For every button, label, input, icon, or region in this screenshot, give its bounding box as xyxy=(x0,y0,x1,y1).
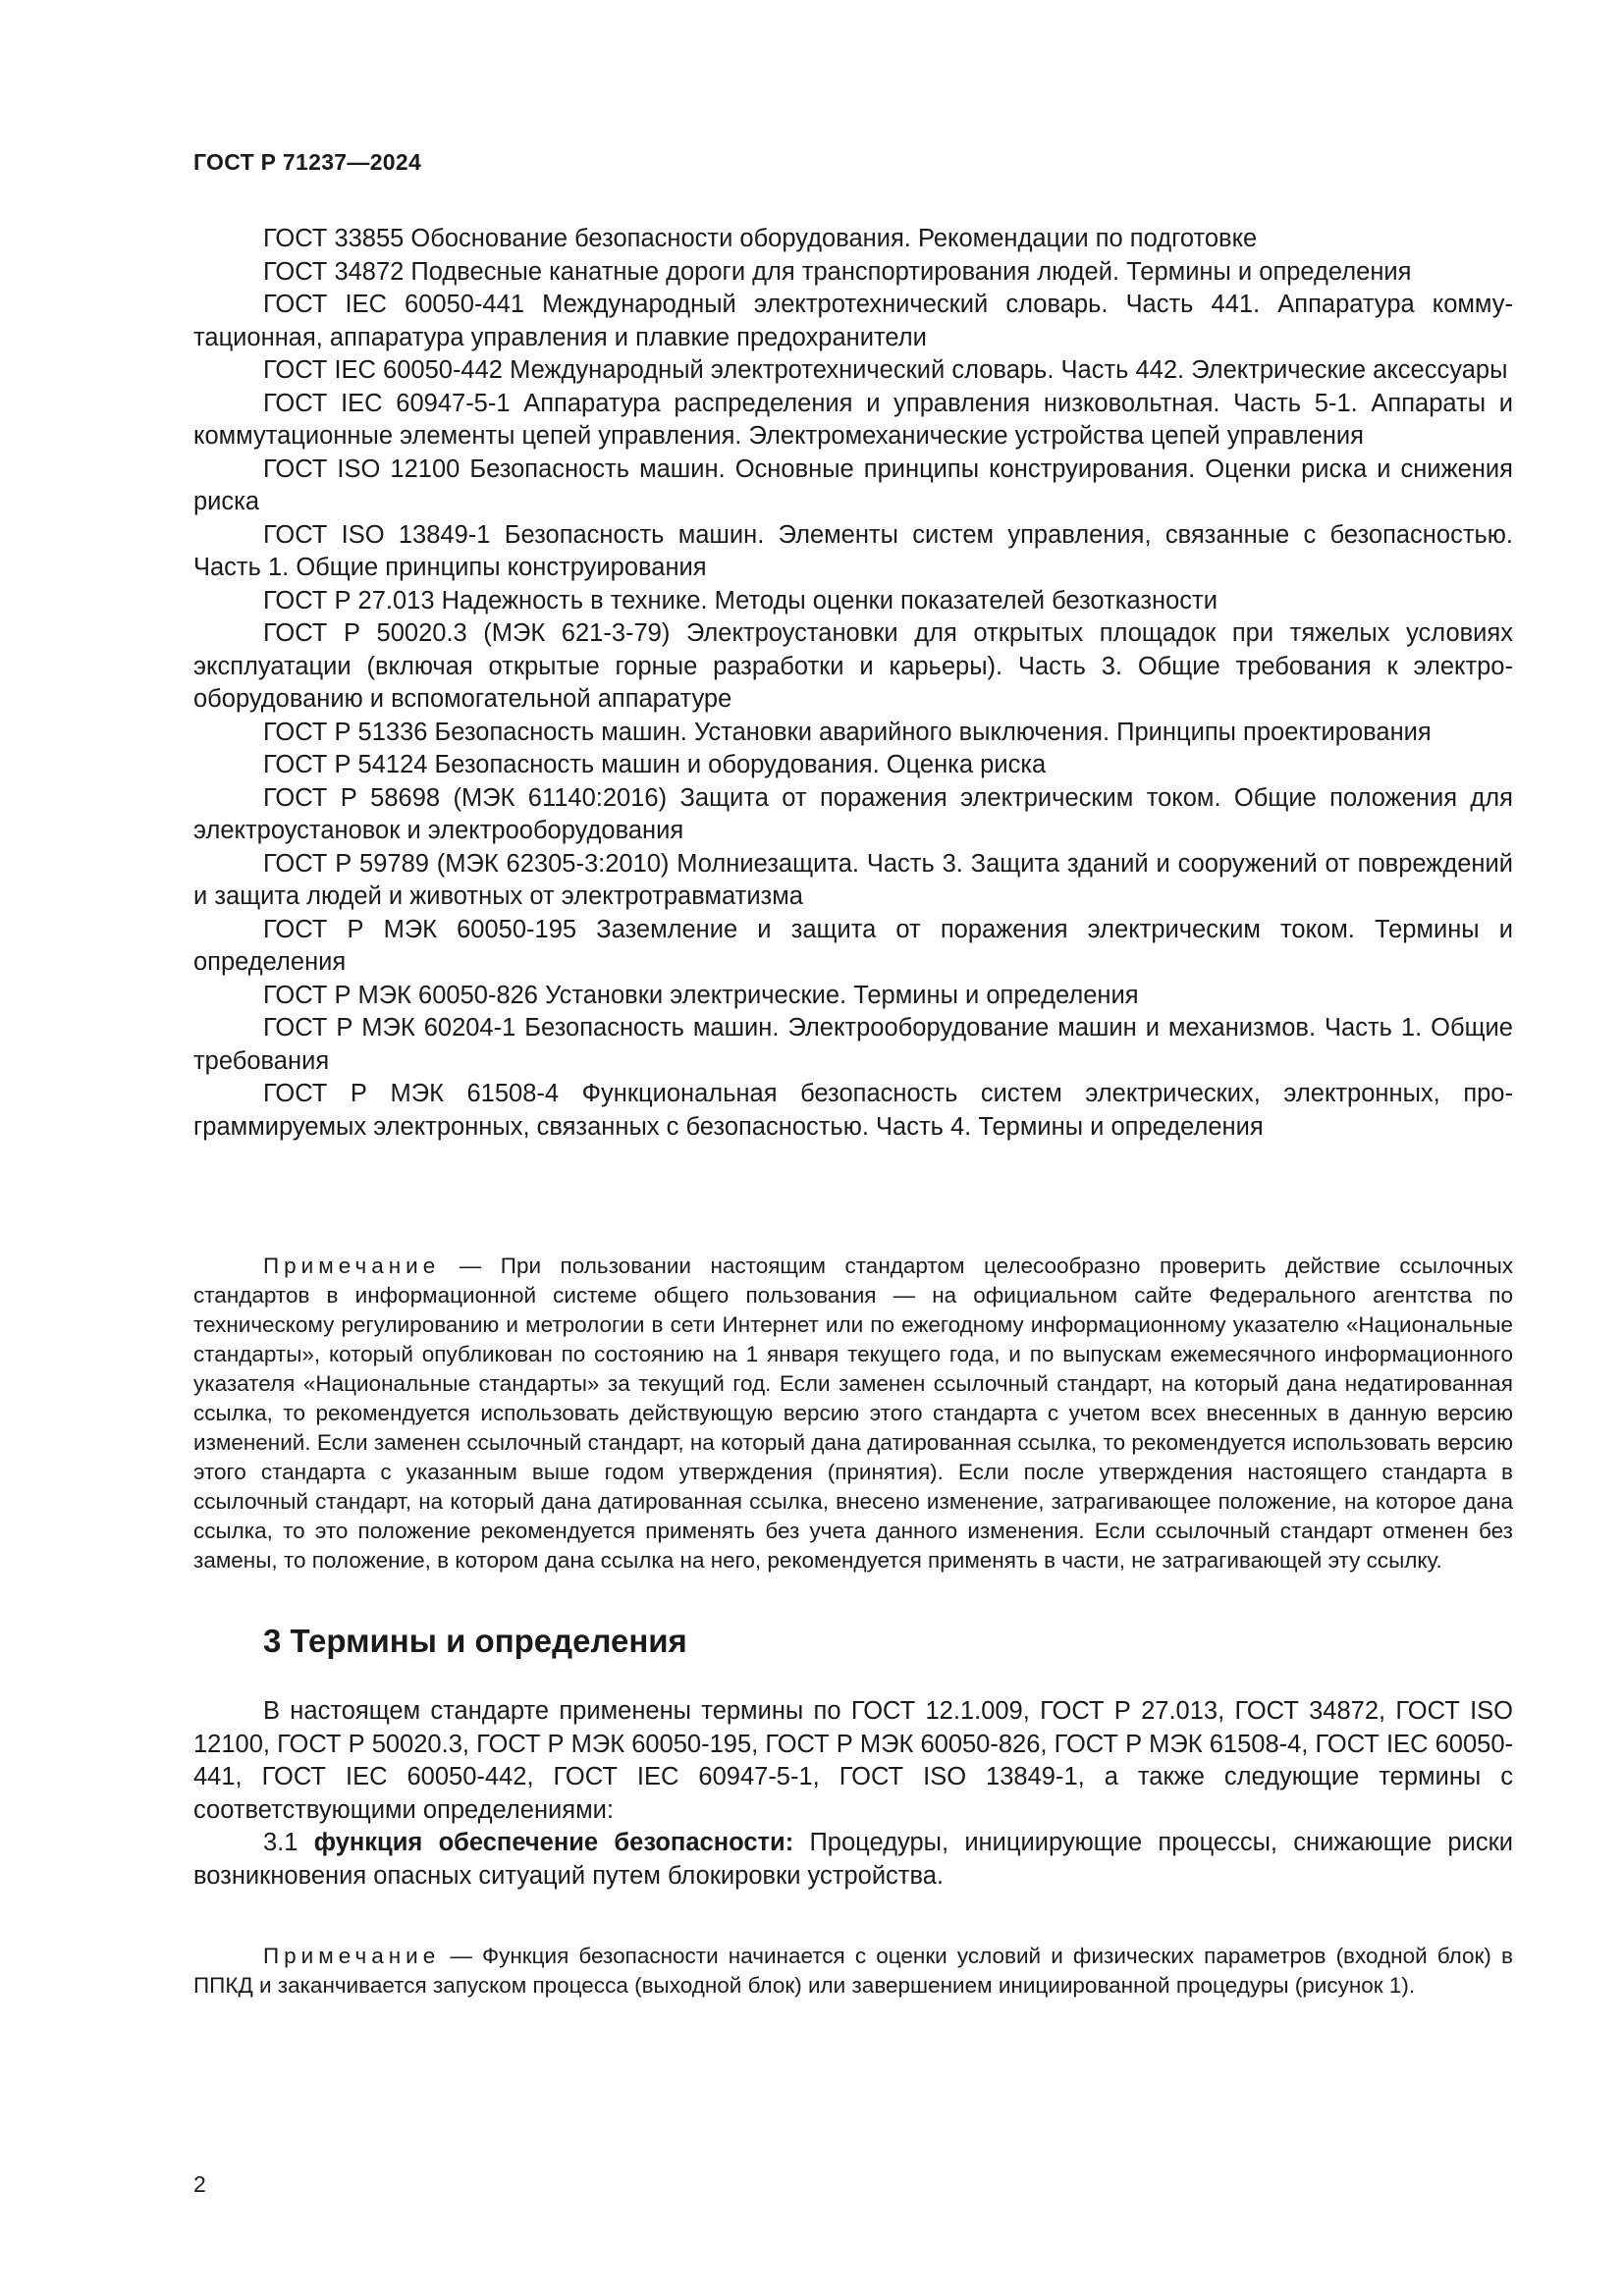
note-text: — При пользовании настоящим стандартом целесообразно проверить действие ссылочных стандартов в информационной системе общего пользования — на официальном сайте Федерального агентства по техническому регулированию и метрологии в сети Интернет или по ежегодному информационному указателю «Национальные стандарты», который опубликован по состоянию на 1 января текущего года, и по выпускам ежемесячного информационного указателя «Национальные стандарты» за текущий год. Если заменен ссылочный стандарт, на который дана недатированная ссылка, то рекомендуется использовать действующую версию этого стандарта с учетом всех внесенных в данную версию изменений. Если заменен ссылочный стандарт, на который дана датированная ссылка, то рекомендуется использовать версию этого стандарта с указанным выше годом утверждения (принятия). Если после утверждения настоящего стандарта в ссылочный стандарт, на который дана датированная ссылка, внесено изменение, затрагивающее положение, на которое дана ссылка, то это положение рекомендуется применять без учета данного изменения. Если ссылочный стандарт отменен без замены, то положение, в котором дана ссылка на него, рекомендуется применять в части, не затрагивающей эту ссылку. xyxy=(193,1253,1513,1573)
reference-item: ГОСТ Р МЭК 60050-195 Заземление и защита от поражения электрическим током. Термины и определения xyxy=(193,915,1513,976)
note-label: Примечание xyxy=(263,1253,441,1278)
term-note xyxy=(193,1942,1513,2001)
term-number: 3.1 xyxy=(263,1829,298,1856)
document-header: ГОСТ Р 71237—2024 xyxy=(193,149,422,175)
reference-item: ГОСТ Р МЭК 60050-826 Установки электрические. Термины и определения xyxy=(263,981,1139,1009)
reference-item: ГОСТ 34872 Подвесные канатные дороги для транспортирования людей. Термины и определения xyxy=(263,257,1412,286)
section-title: 3 Термины и определения xyxy=(263,1623,687,1659)
section-body xyxy=(193,1695,1513,1893)
references-note xyxy=(193,1252,1513,1575)
reference-item: ГОСТ Р 54124 Безопасность машин и оборудования. Оценка риска xyxy=(263,751,1047,778)
note-text: — Функция безопасности начинается с оценки условий и физических параметров (входной блок) в ППКД и заканчивается запуском процесса (выходной блок) или завершением инициированной процедуры (рисунок 1). xyxy=(193,1943,1513,1998)
reference-item: ГОСТ Р МЭК 61508-4 Функциональная безопасность систем электрических, электронных, программируемых электронных, связанных с безопасностью. Часть 4. Термины и определения xyxy=(193,1080,1513,1141)
section-intro: В настоящем стандарте применены термины по ГОСТ 12.1.009, ГОСТ Р 27.013, ГОСТ 34872, ГОСТ ISO 12100, ГОСТ Р 50020.3, ГОСТ Р МЭК 60050-195, ГОСТ Р МЭК 60050-826, ГОСТ Р МЭК 61508-4, ГОСТ IEC 60050-441, ГОСТ IEC 60050-442, ГОСТ IEC 60947-5-1, ГОСТ ISO 13849-1, а также следующие термины с соответствующими определениями: xyxy=(193,1697,1513,1824)
note-label: Примечание xyxy=(263,1943,441,1968)
page-number: 2 xyxy=(193,2171,206,2197)
reference-item: ГОСТ Р 27.013 Надежность в технике. Методы оценки показателей безотказности xyxy=(263,586,1218,614)
reference-item: ГОСТ Р 51336 Безопасность машин. Установки аварийного выключения. Принципы проектирования xyxy=(263,718,1432,746)
reference-item: ГОСТ Р 59789 (МЭК 62305-3:2010) Молниезащита. Часть 3. Защита зданий и сооружений от повреждений и защита людей и животных от электротравматизма xyxy=(193,849,1513,910)
reference-item: ГОСТ Р 50020.3 (МЭК 621-3-79) Электроустановки для открытых площадок при тяжелых условиях эксплуатации (включая открытые горные разработки и карьеры). Часть 3. Общие требования к электрооборудованию и вспомогательной аппаратуре xyxy=(193,619,1513,713)
reference-item: ГОСТ ISO 13849-1 Безопасность машин. Элементы систем управления, связанные с безопасностью. Часть 1. Общие принципы конструирования xyxy=(193,520,1513,581)
reference-item: ГОСТ ISO 12100 Безопасность машин. Основные принципы конструирования. Оценки риска и снижения риска xyxy=(193,454,1513,515)
reference-item: ГОСТ IEC 60050-441 Международный электротехнический словарь. Часть 441. Аппаратура коммутационная, аппаратура управления и плавкие предохранители xyxy=(193,291,1513,351)
term-text: Процедуры, инициирующие процессы, снижающие риски возникновения опасных ситуаций путем блокировки устройства. xyxy=(193,1829,1513,1890)
term-definition xyxy=(193,1827,1513,1893)
reference-item: ГОСТ IEC 60050-442 Международный электротехнический словарь. Часть 442. Электрические аксессуары xyxy=(263,356,1508,384)
reference-item: ГОСТ IEC 60947-5-1 Аппаратура распределения и управления низковольтная. Часть 5-1. Аппараты и коммутационные элементы цепей управления. Электромеханические устройства цепей управления xyxy=(193,389,1513,450)
reference-item: ГОСТ Р 58698 (МЭК 61140:2016) Защита от поражения электрическим током. Общие положения для электроустановок и электрооборудования xyxy=(193,783,1513,844)
reference-item: ГОСТ 33855 Обоснование безопасности оборудования. Рекомендации по подготовке xyxy=(263,225,1258,252)
normative-references-list xyxy=(193,223,1513,1144)
reference-item: ГОСТ Р МЭК 60204-1 Безопасность машин. Электрооборудование машин и механизмов. Часть 1. Общие требования xyxy=(193,1014,1513,1075)
term-name: функция обеспечение безопасности: xyxy=(313,1829,794,1856)
